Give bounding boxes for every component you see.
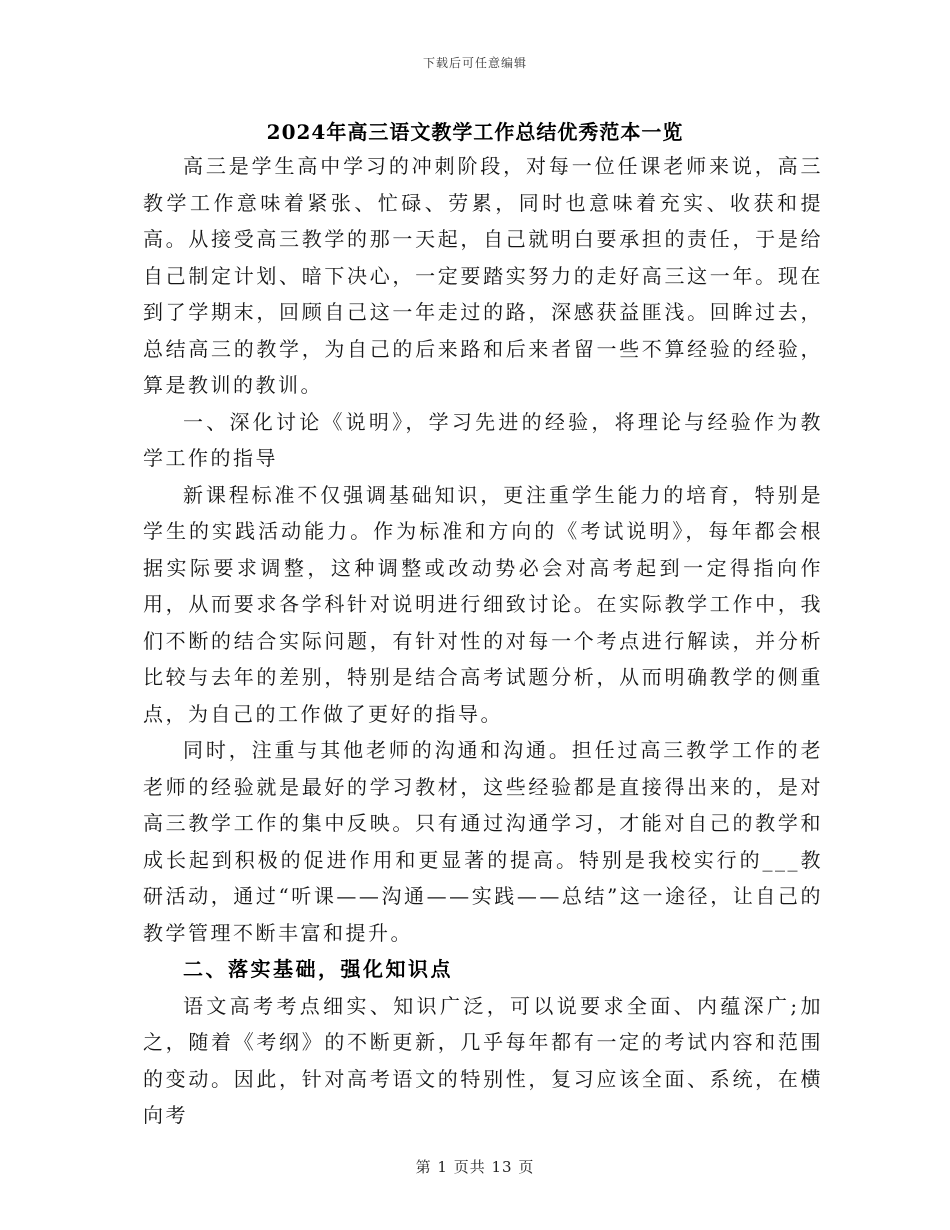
paragraph-curriculum: 新课程标准不仅强调基础知识，更注重学生能力的培育，特别是学生的实践活动能力。作为标准和方向的《考试说明》，每年都会根据实际要求调整，这种调整或改动势必会对高考起到一定得指向作用，从而要求各学科针对说明进行细致讨论。在实际教学工作中，我们不断的结合实际问题，有针对性的对每一个考点进行解读，并分析比较与去年的差别，特别是结合高考试题分析，从而明确教学的侧重点，为自己的工作做了更好的指导。 [143,482,823,726]
document-title: 2024年高三语文教学工作总结优秀范本一览 [266,120,684,144]
paragraph-intro: 高三是学生高中学习的冲刺阶段，对每一位任课老师来说，高三教学工作意味着紧张、忙碌、劳累，同时也意味着充实、收获和提高。从接受高三教学的那一天起，自己就明白要承担的责任，于是给自己制定计划、暗下决心，一定要踏实努力的走好高三这一年。现在到了学期末，回顾自己这一年走过的路，深感获益匪浅。回眸过去，总结高三的教学，为自己的后来路和后来者留一些不算经验的经验，算是教训的教训。 [143,154,823,397]
page-footer: 第 1 页共 13 页 [415,1158,535,1176]
paragraph-exam-points: 语文高考考点细实、知识广泛，可以说要求全面、内蕴深广;加之，随着《考纲》的不断更新，几乎每年都有一定的考试内容和范围的变动。因此，针对高考语文的特别性，复习应该全面、系统，在横向考 [143,993,823,1127]
section-2-heading: 二、落实基础，强化知识点 [183,957,453,981]
document-body [143,148,823,1134]
paragraph-section-1-heading: 一、深化讨论《说明》，学习先进的经验，将理论与经验作为教学工作的指导 [143,409,823,470]
paragraph-communication: 同时，注重与其他老师的沟通和沟通。担任过高三教学工作的老老师的经验就是最好的学习教材，这些经验都是直接得出来的，是对高三教学工作的集中反映。只有通过沟通学习，才能对自己的教学和成长起到积极的促进作用和更显著的提高。特别是我校实行的___教研活动，通过“听课——沟通——实践——总结”这一途径，让自己的教学管理不断丰富和提升。 [143,738,823,945]
header-note: 下载后可任意编辑 [422,56,527,70]
